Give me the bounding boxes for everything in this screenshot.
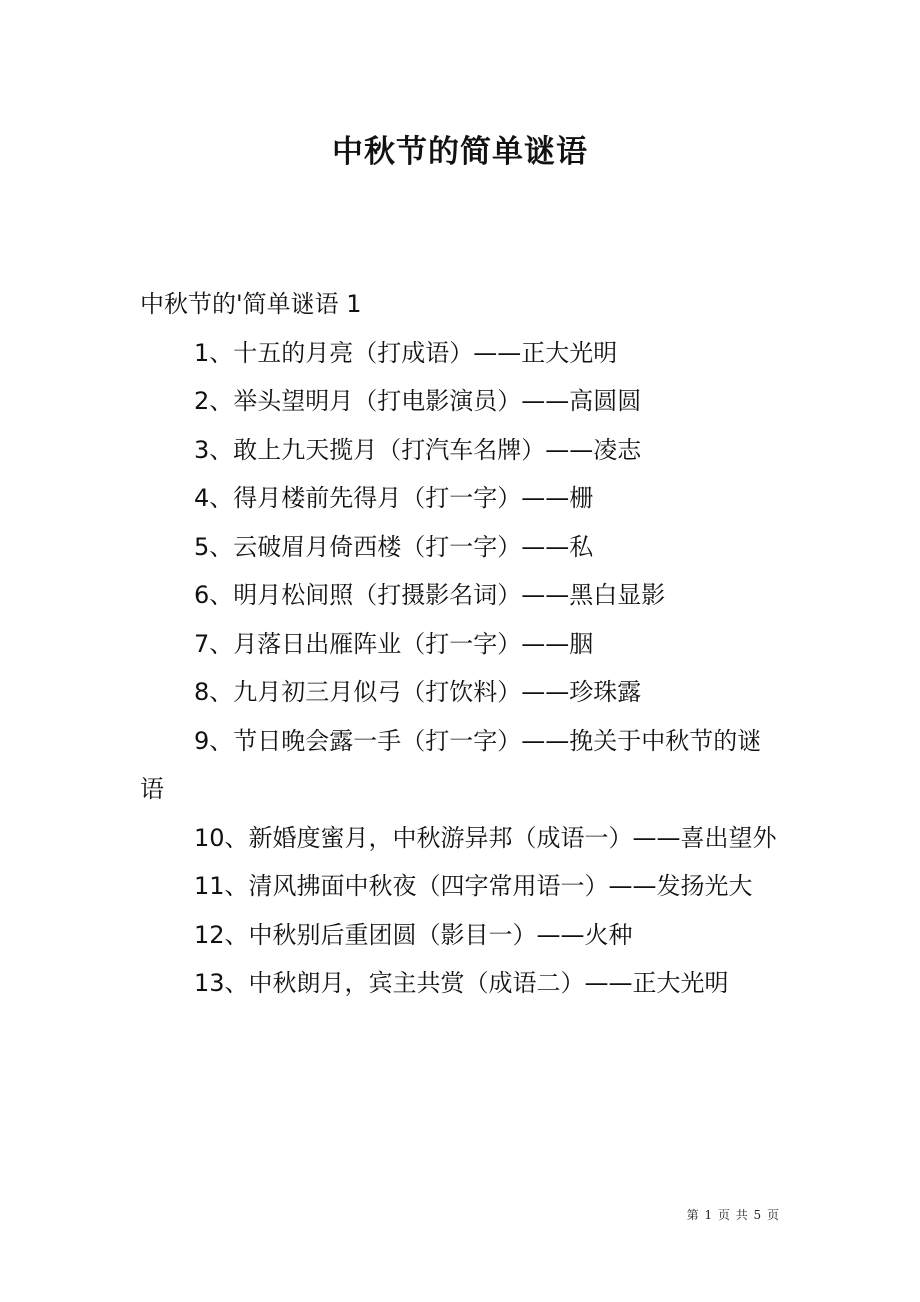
- riddle-item-11: 11、清风拂面中秋夜（四字常用语一）——发扬光大: [194, 872, 753, 900]
- riddle-item-2: 2、举头望明月（打电影演员）——高圆圆: [194, 387, 642, 415]
- riddle-item-8: 8、九月初三月似弓（打饮料）——珍珠露: [194, 678, 642, 706]
- riddle-item-6: 6、明月松间照（打摄影名词）——黑白显影: [194, 581, 666, 609]
- riddle-item-9: 9、节日晚会露一手（打一字）——挽关于中秋节的谜语: [140, 726, 762, 803]
- riddle-item-4: 4、得月楼前先得月（打一字）——栅: [194, 484, 594, 512]
- section-heading: 中秋节的'简单谜语 1: [140, 290, 362, 318]
- riddle-item-12: 12、中秋别后重团圆（影目一）——火种: [194, 920, 633, 949]
- riddle-item-5: 5、云破眉月倚西楼（打一字）——私: [194, 532, 594, 561]
- riddle-item-7: 7、月落日出雁阵业（打一字）——胭: [194, 629, 594, 658]
- riddle-item-13: 13、中秋朗月，宾主共赏（成语二）——正大光明: [194, 969, 729, 997]
- riddle-item-1: 1、十五的月亮（打成语）——正大光明: [194, 338, 618, 367]
- riddle-item-3: 3、敢上九天揽月（打汽车名牌）——凌志: [194, 435, 642, 464]
- document-body: [140, 280, 782, 1008]
- page-footer: 第 1 页 共 5 页: [686, 1208, 780, 1222]
- riddle-item-10: 10、新婚度蜜月，中秋游异邦（成语一）——喜出望外: [194, 823, 777, 852]
- document-title: 中秋节的简单谜语: [332, 134, 588, 170]
